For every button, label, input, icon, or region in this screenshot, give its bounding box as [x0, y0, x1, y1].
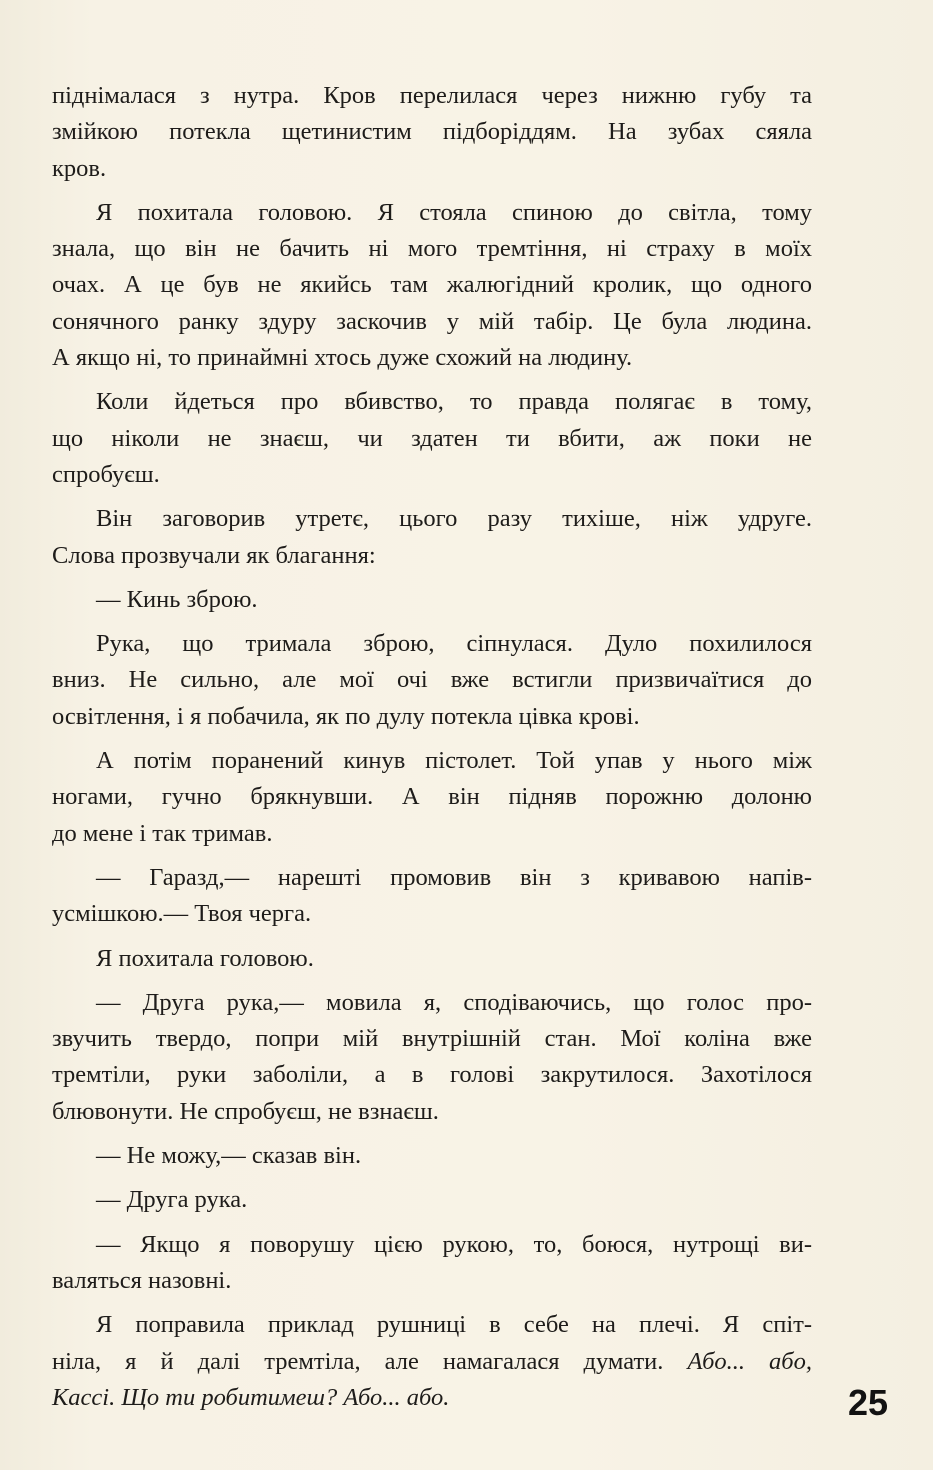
text-line: очах. А це був не якийсь там жалюгідний кролик, що одного [52, 271, 812, 299]
text-line: валяться назовні. [52, 1266, 232, 1294]
text-line: спробуєш. [52, 460, 160, 488]
text-line: змійкою потекла щетинистим підборіддям. На зубах сяяла [52, 118, 812, 146]
text-line: усмішкою.— Твоя черга. [52, 900, 312, 928]
text-line-mixed [52, 1344, 812, 1380]
page-number: 25 [848, 1382, 889, 1423]
text-line: — Друга рука. [96, 1186, 248, 1214]
text-line: — Гаразд,— нарешті промовив він з кривавою напів- [96, 863, 812, 891]
text-line: — Кинь зброю. [96, 585, 258, 613]
text-line: ногами, гучно брякнувши. А він підняв порожню долоню [52, 783, 812, 811]
italic-text: Абo... абo, [687, 1347, 812, 1375]
text-line: знала, що він не бачить ні мого тремтіння, ні страху в моїх [52, 235, 812, 263]
text-line: Рука, що тримала зброю, сіпнулася. Дуло похилилося [96, 630, 812, 658]
text-line: Я поправила приклад рушниці в себе на плечі. Я спіт- [96, 1311, 812, 1339]
text-line: А потім поранений кинув пістолет. Той упав у нього між [96, 747, 812, 775]
text-line: — Не можу,— сказав він. [96, 1142, 362, 1170]
text-segment: ніла, я й далі тремтіла, але намагалася думати. [52, 1347, 688, 1375]
text-line: що ніколи не знаєш, чи здатен ти вбити, аж поки не [52, 424, 812, 452]
text-line: звучить твердо, попри мій внутрішній стан. Мої коліна вже [52, 1025, 812, 1053]
text-line: — Друга рука,— мовила я, сподіваючись, що голос про- [96, 988, 812, 1016]
text-line: Я похитала головою. Я стояла спиною до світла, тому [96, 198, 812, 226]
text-line: піднімалася з нутра. Кров перелилася через нижню губу та [52, 82, 812, 109]
body-text [52, 78, 812, 1416]
text-line: кров. [52, 154, 107, 182]
text-line: освітлення, і я побачила, як по дулу потекла цівка крові. [52, 702, 640, 730]
text-line: вниз. Не сильно, але мої очі вже встигли призвичаїтися до [52, 666, 812, 694]
text-line: А якщо ні, то принаймні хтось дуже схожий на людину. [52, 344, 633, 372]
italic-text: Кассі. Що ти робитимеш? Або... або. [52, 1383, 450, 1411]
text-line: Слова прозвучали як благання: [52, 541, 376, 569]
text-line: сонячного ранку здуру заскочив у мій табір. Це була людина. [52, 307, 812, 335]
text-line: до мене і так тримав. [52, 819, 273, 847]
text-line: тремтіли, руки заболіли, а в голові закрутилося. Захотілося [52, 1061, 812, 1089]
text-line: Коли йдеться про вбивство, то правда полягає в тому, [96, 388, 812, 416]
text-line: Він заговорив утретє, цього разу тихіше, ніж удруге. [96, 505, 812, 533]
text-line: — Якщо я поворушу цією рукою, то, боюся, нутрощі ви- [96, 1230, 812, 1258]
text-line [52, 1380, 812, 1416]
text-line: Я похитала головою. [96, 944, 314, 972]
text-line: блювонути. Не спробуєш, не взнаєш. [52, 1097, 439, 1125]
